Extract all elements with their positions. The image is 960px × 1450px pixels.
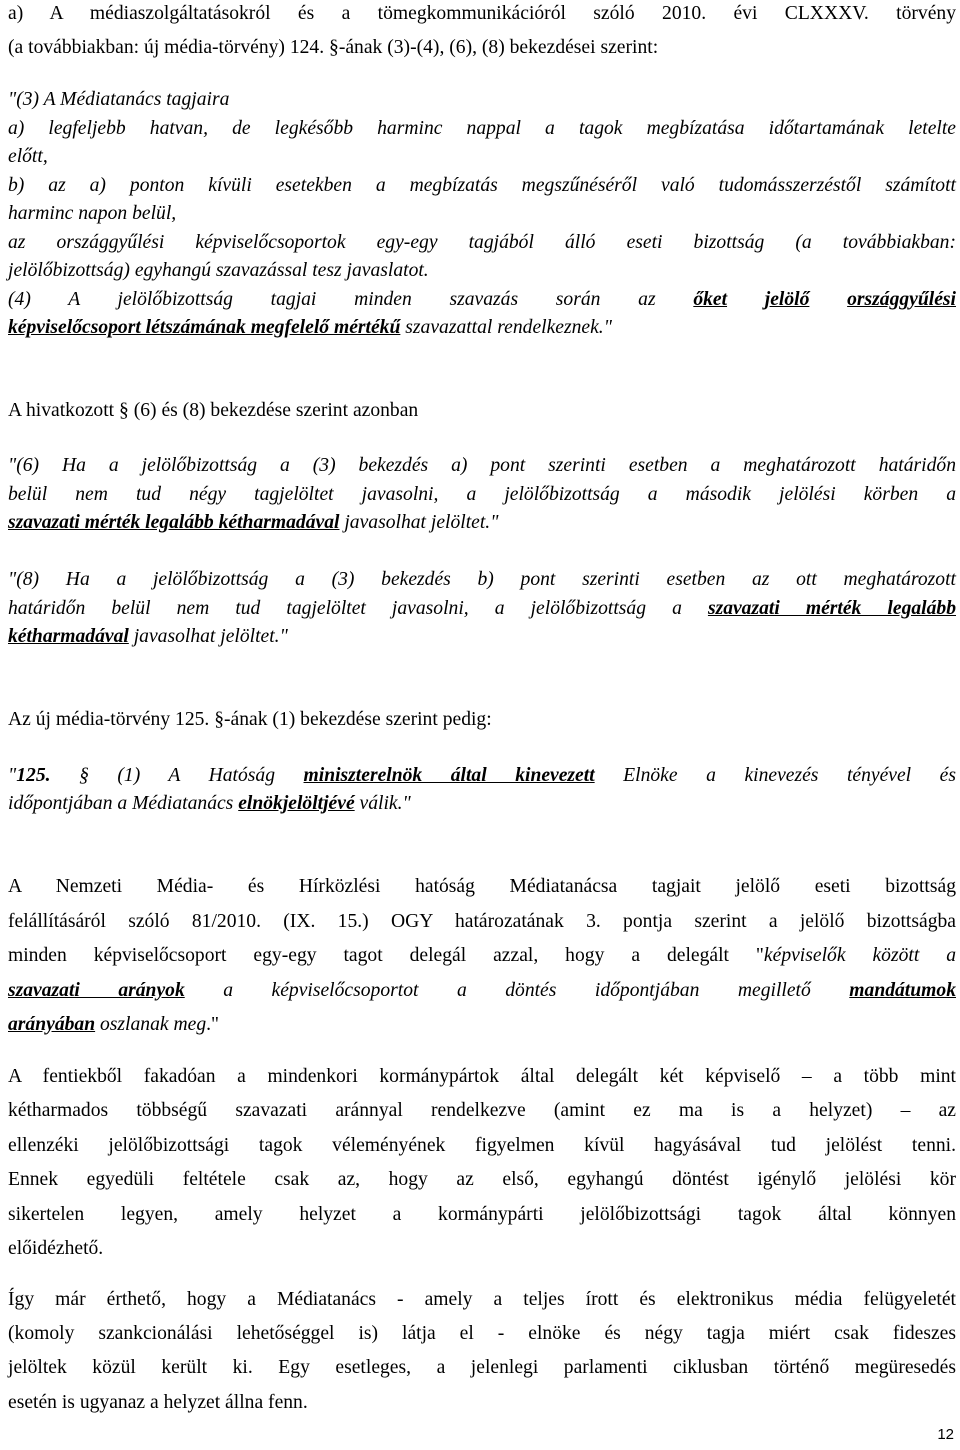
text-line — [8, 762, 956, 790]
text-line — [8, 1389, 956, 1417]
text-run: "(3) A Médiatanács tagjaira — [8, 89, 230, 110]
text-run: szavazattal rendelkeznek." — [400, 317, 612, 338]
text-line — [8, 1132, 956, 1160]
text-run: előidézhető. — [8, 1238, 104, 1259]
text-run: az országgyűlési képviselőcsoportok egy-egy tagjából álló eseti bizottság (a továbbiakban: — [8, 232, 956, 253]
text-run: Így már érthető, hogy a Médiatanács - amely a teljes írott és elektronikus média felügyeletét — [8, 1289, 956, 1310]
text-run: "(6) Ha a jelölőbizottság a (3) bekezdés a) pont szerinti esetben a meghatározott határidőn — [8, 455, 956, 476]
text-line — [8, 1201, 956, 1229]
text-run: "(8) Ha a jelölőbizottság a (3) bekezdés b) pont szerinti esetben az ott meghatározott — [8, 569, 956, 590]
text-run: javasolhat jelöltet." — [339, 512, 499, 533]
text-line — [8, 1320, 956, 1348]
text-run: 125. — [16, 765, 51, 786]
text-line — [8, 115, 956, 143]
text-run: sikertelen legyen, amely helyzet a kormánypárti jelölőbizottsági tagok által könnyen — [8, 1204, 956, 1225]
text-run: előtt, — [8, 146, 48, 167]
text-run: jelöltek közül került ki. Egy esetleges, a jelenlegi parlamenti ciklusban történő megüresedés — [8, 1357, 956, 1378]
text-line — [8, 143, 956, 171]
text-run: mandátumok — [849, 980, 956, 1001]
text-run: Ennek egyedüli feltétele csak az, hogy az első, egyhangú döntést igénylő jelölési kör — [8, 1169, 956, 1190]
text-run: jelölőbizottság) egyhangú szavazással tesz javaslatot. — [8, 260, 429, 281]
text-run: " — [8, 765, 17, 786]
text-run: a képviselőcsoportot a döntés időpontjában megillető — [184, 980, 850, 1001]
text-run: szavazati mérték legalább — [707, 598, 956, 619]
text-run: arányában — [8, 1014, 96, 1035]
text-run: minden képviselőcsoport egy-egy tagot delegál azzal, hogy a delegált " — [8, 945, 764, 966]
text-run: (komoly szankcionálási lehetőséggel is) látja el - elnöke és négy tagja miért csak fideszes — [8, 1323, 956, 1344]
text-run: ellenzéki jelölőbizottsági tagok véleményének figyelmen kívül hagyásával tud jelölést tenni. — [8, 1135, 956, 1156]
text-line — [8, 34, 956, 62]
page-number: 12 — [937, 1426, 954, 1443]
text-line — [8, 172, 956, 200]
text-line — [8, 566, 956, 594]
text-run: a) legfeljebb hatvan, de legkésőbb harminc nappal a tagok megbízatása időtartamának letelte — [8, 118, 956, 139]
text-run: Elnöke a kinevezés tényével és — [594, 765, 956, 786]
text-line — [8, 509, 956, 537]
text-run: képviselők között a — [763, 945, 956, 966]
text-line — [8, 790, 956, 818]
text-run: kétharmados többségű szavazati aránnyal rendelkezve (amint ez ma is a helyzet) – az — [8, 1100, 956, 1121]
text-run: A Nemzeti Média- és Hírközlési hatóság Médiatanácsa tagjait jelölő eseti bizottság — [8, 876, 956, 897]
text-line — [8, 1097, 956, 1125]
text-line — [8, 1011, 956, 1039]
text-line — [8, 908, 956, 936]
text-run: harminc napon belül, — [8, 203, 177, 224]
text-run: képviselőcsoport létszámának megfelelő mértékű — [8, 317, 401, 338]
text-run: (a továbbiakban: új média-törvény) 124. §-ának (3)-(4), (6), (8) bekezdései szerint: — [8, 37, 659, 58]
text-line — [8, 942, 956, 970]
text-line — [8, 706, 956, 734]
text-line — [8, 229, 956, 257]
text-run: (4) A jelölőbizottság tagjai minden szavazás során az — [8, 289, 694, 310]
text-run: országgyűlési — [847, 289, 956, 310]
text-line — [8, 481, 956, 509]
text-line — [8, 200, 956, 228]
text-run: őket — [693, 289, 728, 310]
text-run: oszlanak meg — [95, 1014, 207, 1035]
text-line — [8, 0, 956, 28]
text-run: A fentiekből fakadóan a mindenkori kormánypártok által delegált két képviselő – a több mint — [8, 1066, 956, 1087]
text-run: elnökjelöltjévé — [238, 793, 355, 814]
text-run — [809, 289, 847, 310]
text-line — [8, 286, 956, 314]
text-line — [8, 595, 956, 623]
text-run: szavazati arányok — [8, 980, 185, 1001]
text-line — [8, 623, 956, 651]
text-run: szavazati mérték legalább kétharmadával — [8, 512, 340, 533]
text-run: javasolhat jelöltet." — [128, 626, 288, 647]
text-line — [8, 1166, 956, 1194]
text-run: Az új média-törvény 125. §-ának (1) bekezdése szerint pedig: — [8, 709, 492, 730]
text-line — [8, 1354, 956, 1382]
text-run: § (1) A Hatóság — [50, 765, 304, 786]
text-run: belül nem tud négy tagjelöltet javasolni, a jelölőbizottság a második jelölési körben a — [8, 484, 956, 505]
text-run: felállításáról szóló 81/2010. (IX. 15.) OGY határozatának 3. pontja szerint a jelölő bizottságba — [8, 911, 956, 932]
text-run: A hivatkozott § (6) és (8) bekezdése szerint azonban — [8, 400, 419, 421]
text-line — [8, 257, 956, 285]
text-run: esetén is ugyanaz a helyzet állna fenn. — [8, 1392, 308, 1413]
text-line — [8, 977, 956, 1005]
text-line — [8, 397, 956, 425]
text-run — [727, 289, 765, 310]
text-line — [8, 1063, 956, 1091]
text-run: jelölő — [764, 289, 810, 310]
text-run: határidőn belül nem tud tagjelöltet javasolni, a jelölőbizottság a — [8, 598, 708, 619]
text-run: b) az a) ponton kívüli esetekben a megbízatás megszűnéséről való tudomásszerzéstől számított — [8, 175, 956, 196]
text-line — [8, 314, 956, 342]
text-line — [8, 1286, 956, 1314]
text-line — [8, 86, 956, 114]
text-run: kétharmadával — [8, 626, 129, 647]
text-run: időpontjában a Médiatanács — [8, 793, 239, 814]
text-line — [8, 452, 956, 480]
text-run: válik." — [354, 793, 411, 814]
text-run: miniszterelnök által kinevezett — [303, 765, 595, 786]
text-line — [8, 1235, 956, 1263]
text-line — [8, 873, 956, 901]
text-run: ." — [206, 1014, 220, 1035]
text-run: a) A médiaszolgáltatásokról és a tömegkommunikációról szóló 2010. évi CLXXXV. törvény — [8, 3, 956, 24]
